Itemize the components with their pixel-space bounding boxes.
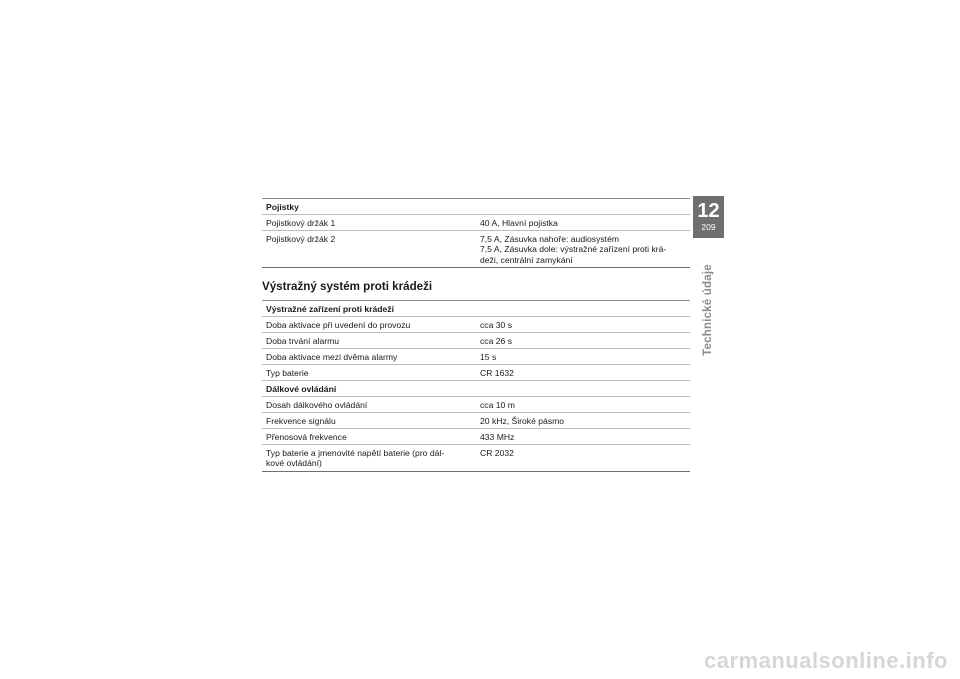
section-title: Výstražný systém proti krádeži xyxy=(262,280,433,293)
row-label: Doba aktivace mezi dvěma alarmy xyxy=(262,349,476,365)
alarm-header: Výstražné zařízení proti krádeži xyxy=(262,301,690,317)
row-label: Pojistkový držák 1 xyxy=(262,215,476,231)
table-row xyxy=(262,413,690,429)
chapter-tab xyxy=(693,196,724,238)
table-row xyxy=(262,231,690,268)
table-row xyxy=(262,445,690,472)
table-row xyxy=(262,333,690,349)
table-header-row xyxy=(262,301,690,317)
row-label: Dosah dálkového ovládání xyxy=(262,397,476,413)
row-value: 40 A, Hlavní pojistka xyxy=(476,215,690,231)
row-label: Pojistkový držák 2 xyxy=(262,231,476,268)
row-label: Typ baterie a jmenovité napětí baterie (pro dál- kové ovládání) xyxy=(262,445,476,472)
row-value: 7,5 A, Zásuvka nahoře: audiosystém 7,5 A, Zásuvka dole: výstražné zařízení proti krá- deži, centrální zamykání xyxy=(476,231,690,268)
fuses-table xyxy=(262,198,690,268)
table-row xyxy=(262,317,690,333)
row-label: Doba aktivace při uvedení do provozu xyxy=(262,317,476,333)
row-label: Typ baterie xyxy=(262,365,476,381)
row-label: Přenosová frekvence xyxy=(262,429,476,445)
row-value: CR 2032 xyxy=(476,445,690,472)
chapter-title: Technické údaje xyxy=(702,264,714,356)
table-row xyxy=(262,429,690,445)
row-label: Doba trvání alarmu xyxy=(262,333,476,349)
row-label: Frekvence signálu xyxy=(262,413,476,429)
row-value: cca 10 m xyxy=(476,397,690,413)
row-value: cca 30 s xyxy=(476,317,690,333)
row-value: 15 s xyxy=(476,349,690,365)
table-row xyxy=(262,397,690,413)
chapter-number: 12 xyxy=(697,200,720,222)
row-value: 20 kHz, Široké pásmo xyxy=(476,413,690,429)
table-row xyxy=(262,349,690,365)
fuses-header: Pojistky xyxy=(262,199,690,215)
row-value: CR 1632 xyxy=(476,365,690,381)
content-column xyxy=(262,198,690,472)
alarm-table xyxy=(262,300,690,472)
table-row xyxy=(262,215,690,231)
watermark: carmanualsonline.info xyxy=(704,648,948,673)
page-number: 209 xyxy=(701,222,716,232)
table-subheader-row xyxy=(262,381,690,397)
row-value: cca 26 s xyxy=(476,333,690,349)
table-header-row xyxy=(262,199,690,215)
chapter-title-wrap xyxy=(693,254,724,366)
row-value: 433 MHz xyxy=(476,429,690,445)
table-row xyxy=(262,365,690,381)
chapter-sidebar xyxy=(693,196,724,356)
remote-header: Dálkové ovládání xyxy=(262,381,690,397)
